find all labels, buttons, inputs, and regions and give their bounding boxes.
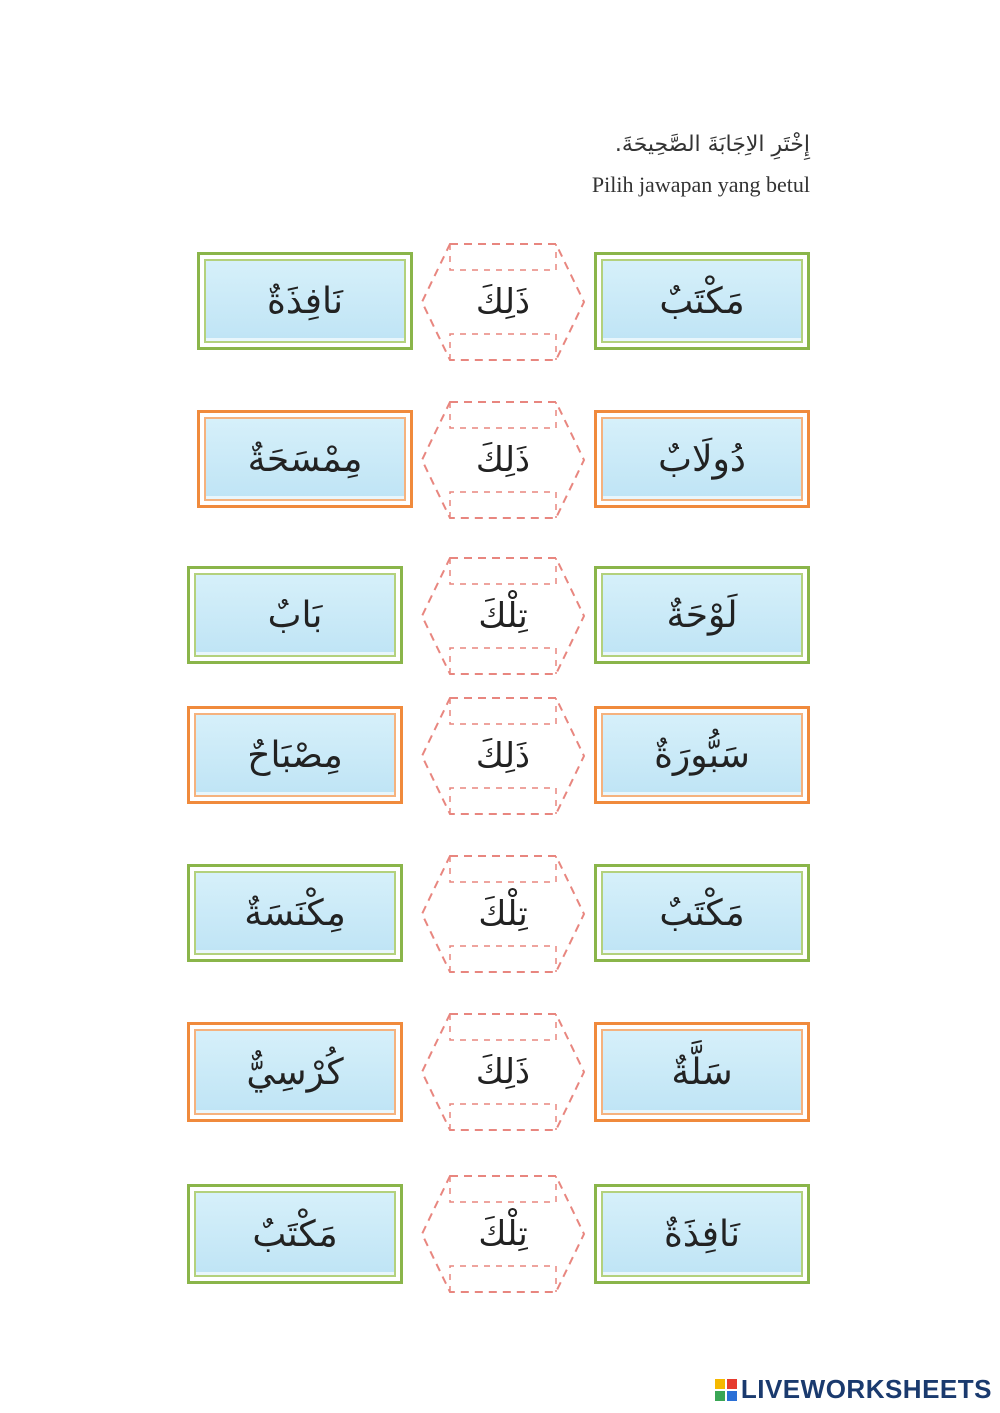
instruction-arabic: إِخْتَرِ الاِجَابَةَ الصَّحِيحَةَ. — [614, 132, 810, 157]
noun-card-left — [187, 1184, 403, 1284]
demonstrative-choice[interactable] — [418, 1010, 588, 1134]
noun-card-right — [594, 1022, 810, 1122]
noun-card-right — [594, 566, 810, 664]
logo-text: LIVEWORKSHEETS — [740, 1374, 992, 1404]
demonstrative-choice[interactable] — [418, 398, 588, 522]
demonstrative-choice[interactable] — [418, 554, 588, 678]
demonstrative-word: تِلْكَ — [478, 894, 528, 934]
noun-card-right-text: سَلَّةٌ — [601, 1029, 803, 1115]
demonstrative-choice[interactable] — [418, 1172, 588, 1296]
noun-card-right — [594, 410, 810, 508]
demonstrative-word: ذَلِكَ — [475, 440, 531, 480]
noun-card-right — [594, 252, 810, 350]
demonstrative-choice[interactable] — [418, 694, 588, 818]
noun-card-left-text: مِصْبَاحٌ — [194, 713, 396, 797]
noun-card-right — [594, 706, 810, 804]
noun-card-left — [187, 706, 403, 804]
noun-card-left-text: مِمْسَحَةٌ — [204, 417, 406, 501]
noun-card-left — [197, 252, 413, 350]
noun-card-right-text: مَكْتَبٌ — [601, 871, 803, 955]
noun-card-left-text: كُرْسِيٌّ — [194, 1029, 396, 1115]
demonstrative-word: تِلْكَ — [478, 596, 528, 636]
instruction-malay: Pilih jawapan yang betul — [591, 172, 810, 197]
noun-card-left — [187, 1022, 403, 1122]
noun-card-left-text: بَابٌ — [194, 573, 396, 657]
demonstrative-word: ذَلِكَ — [475, 282, 531, 322]
demonstrative-choice[interactable] — [418, 240, 588, 364]
noun-card-right-text: دُولَابٌ — [601, 417, 803, 501]
demonstrative-word: ذَلِكَ — [475, 1052, 531, 1092]
noun-card-right-text: سَبُّورَةٌ — [601, 713, 803, 797]
noun-card-left — [187, 566, 403, 664]
noun-card-right-text: مَكْتَبٌ — [601, 259, 803, 343]
demonstrative-word: تِلْكَ — [478, 1214, 528, 1254]
noun-card-left-text: مَكْتَبٌ — [194, 1191, 396, 1277]
noun-card-right-text: لَوْحَةٌ — [601, 573, 803, 657]
noun-card-left-text: مِكْنَسَةٌ — [194, 871, 396, 955]
liveworksheets-logo-icon — [715, 1379, 737, 1401]
noun-card-right — [594, 864, 810, 962]
noun-card-left — [187, 864, 403, 962]
noun-card-right — [594, 1184, 810, 1284]
noun-card-right-text: نَافِذَةٌ — [601, 1191, 803, 1277]
footer-logo — [715, 1374, 992, 1405]
noun-card-left-text: نَافِذَةٌ — [204, 259, 406, 343]
noun-card-left — [197, 410, 413, 508]
demonstrative-choice[interactable] — [418, 852, 588, 976]
demonstrative-word: ذَلِكَ — [475, 736, 531, 776]
